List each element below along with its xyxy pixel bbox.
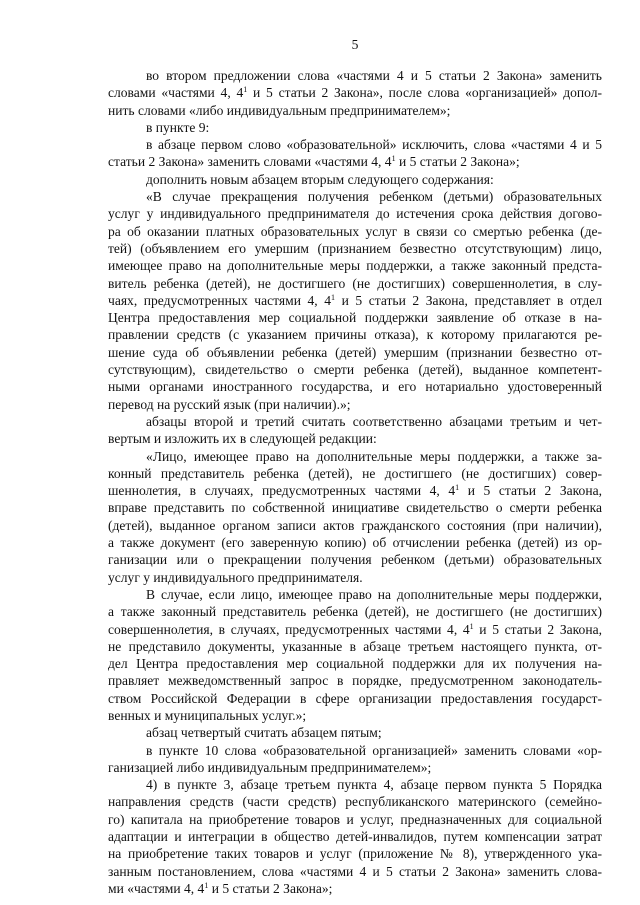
text-line xyxy=(108,396,602,413)
page-number: 5 xyxy=(351,37,359,52)
text-line xyxy=(108,707,602,724)
text-line xyxy=(108,638,602,655)
text-line xyxy=(108,153,602,170)
text-line xyxy=(108,136,602,153)
text-line xyxy=(108,84,602,101)
text-run: адаптации и интеграции в общество детей-инвалидов, путем компенсации затрат xyxy=(108,829,602,845)
text-run: а также законный представитель ребенка (детей), не достигшего (не достигших) xyxy=(108,604,602,620)
text-line xyxy=(108,413,602,430)
text-run: дополнить новым абзацем вторым следующего содержания: xyxy=(146,171,494,187)
text-line xyxy=(108,621,602,638)
text-run: занным постановлением, слова «частями 4 и 5 статьи 2 Закона» заменить слова- xyxy=(108,863,602,879)
text-line xyxy=(108,724,602,741)
text-line xyxy=(108,205,602,222)
text-line xyxy=(108,828,602,845)
superscript: 1 xyxy=(391,154,396,164)
text-run: ра об оказании платных образовательных услуг в связи со смертью ребенка (де- xyxy=(108,223,602,239)
superscript: 1 xyxy=(243,85,248,95)
text-run: ганизации или о прекращении получения ребенком (детьми) образовательных xyxy=(108,552,602,568)
text-run: венных и муниципальных услуг.»; xyxy=(108,707,307,723)
text-line xyxy=(108,482,602,499)
text-line xyxy=(108,67,602,84)
text-run: абзацы второй и третий считать соответственно абзацами третьим и чет- xyxy=(146,413,602,429)
text-line xyxy=(108,275,602,292)
text-line xyxy=(108,759,602,776)
text-run: сутствующим), свидетельство о смерти ребенка (детей), выданное компетент- xyxy=(108,362,602,378)
text-run: конный представитель ребенка (детей), не достигшего (не достигших) совер- xyxy=(108,465,602,481)
text-run: совершеннолетия, в случаях, предусмотренных частями 4, 4 xyxy=(108,621,470,637)
superscript: 1 xyxy=(331,292,336,302)
text-run: и 5 статьи 2 Закона»; xyxy=(395,154,520,170)
text-run: (детей), выданное органом записи актов гражданского состояния (при наличии), xyxy=(108,517,602,533)
text-line xyxy=(108,690,602,707)
text-line xyxy=(108,240,602,257)
text-run: в абзаце первом слово «образовательной» исключить, слова «частями 4 и 5 xyxy=(146,137,602,153)
text-line xyxy=(108,448,602,465)
document-body xyxy=(108,67,602,897)
text-run: и 5 статьи 2 Закона, xyxy=(473,621,602,637)
text-line xyxy=(108,776,602,793)
superscript: 1 xyxy=(204,880,209,890)
text-run: в пункте 10 слова «образовательной организацией» заменить словами «ор- xyxy=(146,742,602,758)
text-run: витель ребенка (детей), не достигшего (не достигших) совершеннолетия, в слу- xyxy=(108,275,602,291)
text-line xyxy=(108,517,602,534)
text-run: тей) (объявлением его умершим (признанием безвестно отсутствующим) лицо, xyxy=(108,240,602,256)
text-run: 4) в пункте 3, абзаце третьем пункта 4, абзаце первом пункта 5 Порядка xyxy=(146,777,602,793)
text-run: ством Российской Федерации в сфере организации предоставления государст- xyxy=(108,690,602,706)
text-line xyxy=(108,586,602,603)
text-line xyxy=(108,811,602,828)
text-run: статьи 2 Закона» заменить словами «частями 4, 4 xyxy=(108,154,392,170)
text-line xyxy=(108,223,602,240)
text-run: шение суда об объявлении ребенка (детей) умершим (признании безвестно от- xyxy=(108,344,602,360)
text-line xyxy=(108,188,602,205)
text-line xyxy=(108,672,602,689)
text-line xyxy=(108,430,602,447)
text-line xyxy=(108,102,602,119)
text-line xyxy=(108,845,602,862)
text-line xyxy=(108,793,602,810)
text-run: вправе представить по собственной инициативе свидетельство о смерти ребенка xyxy=(108,500,602,516)
text-run: ганизацией либо индивидуальным предпринимателем»; xyxy=(108,759,432,775)
superscript: 1 xyxy=(455,483,460,493)
text-run: и 5 статьи 2 Закона, xyxy=(459,483,602,499)
text-run: Центра предоставления мер социальной поддержки заявление об отказе в на- xyxy=(108,310,602,326)
text-run: ми «частями 4, 4 xyxy=(108,880,205,896)
text-run: во втором предложении слова «частями 4 и 5 статьи 2 Закона» заменить xyxy=(146,68,602,83)
text-line xyxy=(108,326,602,343)
text-line xyxy=(108,292,602,309)
text-run: и 5 статьи 2 Закона, представляет в отдел xyxy=(335,292,602,308)
text-line xyxy=(108,344,602,361)
text-run: в пункте 9: xyxy=(146,119,210,135)
text-line xyxy=(108,465,602,482)
text-run: В случае, если лицо, имеющее право на дополнительные меры поддержки, xyxy=(146,586,602,602)
text-line xyxy=(108,742,602,759)
text-run: «В случае прекращения получения ребенком (детьми) образовательных xyxy=(146,189,602,205)
text-line xyxy=(108,171,602,188)
text-run: вертым и изложить их в следующей редакции: xyxy=(108,431,377,447)
text-run: перевод на русский язык (при наличии).»; xyxy=(108,396,351,412)
text-line xyxy=(108,257,602,274)
text-run: дел Центра предоставления мер социальной поддержки для их получения на- xyxy=(108,656,602,672)
text-line xyxy=(108,603,602,620)
text-run: нить словами «либо индивидуальным предпринимателем»; xyxy=(108,102,451,118)
text-run: правляет межведомственный запрос в порядке, предусмотренном законодатель- xyxy=(108,673,602,689)
text-line xyxy=(108,309,602,326)
text-run: ными органами иностранного государства, и его нотариально удостоверенный xyxy=(108,379,602,395)
text-run: правлении средств (с указанием причины отказа), к которому прилагаются ре- xyxy=(108,327,602,343)
text-run: словами «частями 4, 4 xyxy=(108,85,244,101)
text-line xyxy=(108,361,602,378)
text-line xyxy=(108,534,602,551)
text-line xyxy=(108,880,602,897)
text-run: го) капитала на приобретение товаров и услуг, предназначенных для социальной xyxy=(108,811,602,827)
text-line xyxy=(108,378,602,395)
text-run: имеющее право на дополнительные меры поддержки, а также законный предста- xyxy=(108,258,602,274)
text-run: услуг у индивидуального предпринимателя до истечения срока действия догово- xyxy=(108,206,602,222)
text-line xyxy=(108,551,602,568)
text-run: направления средств (части средств) республиканского материнского (семейно- xyxy=(108,794,602,810)
text-run: а также документ (его заверенную копию) об отчислении ребенка (детей) из ор- xyxy=(108,535,602,551)
text-run: абзац четвертый считать абзацем пятым; xyxy=(146,725,382,741)
text-run: шеннолетия, в случаях, предусмотренных частями 4, 4 xyxy=(108,483,456,499)
superscript: 1 xyxy=(469,621,474,631)
text-line xyxy=(108,499,602,516)
text-line xyxy=(108,569,602,586)
text-line xyxy=(108,119,602,136)
text-run: на приобретение таких товаров и услуг (приложение № 8), утвержденного ука- xyxy=(108,846,602,862)
text-run: не представило документы, указанные в абзаце третьем настоящего пункта, от- xyxy=(108,638,602,654)
text-run: и 5 статьи 2 Закона»; xyxy=(208,880,333,896)
text-run: услуг у индивидуального предпринимателя. xyxy=(108,569,363,585)
text-run: «Лицо, имеющее право на дополнительные меры поддержки, а также за- xyxy=(146,448,602,464)
text-run: чаях, предусмотренных частями 4, 4 xyxy=(108,292,332,308)
text-line xyxy=(108,655,602,672)
text-line xyxy=(108,863,602,880)
text-run: и 5 статьи 2 Закона», после слова «организацией» допол- xyxy=(247,85,602,101)
